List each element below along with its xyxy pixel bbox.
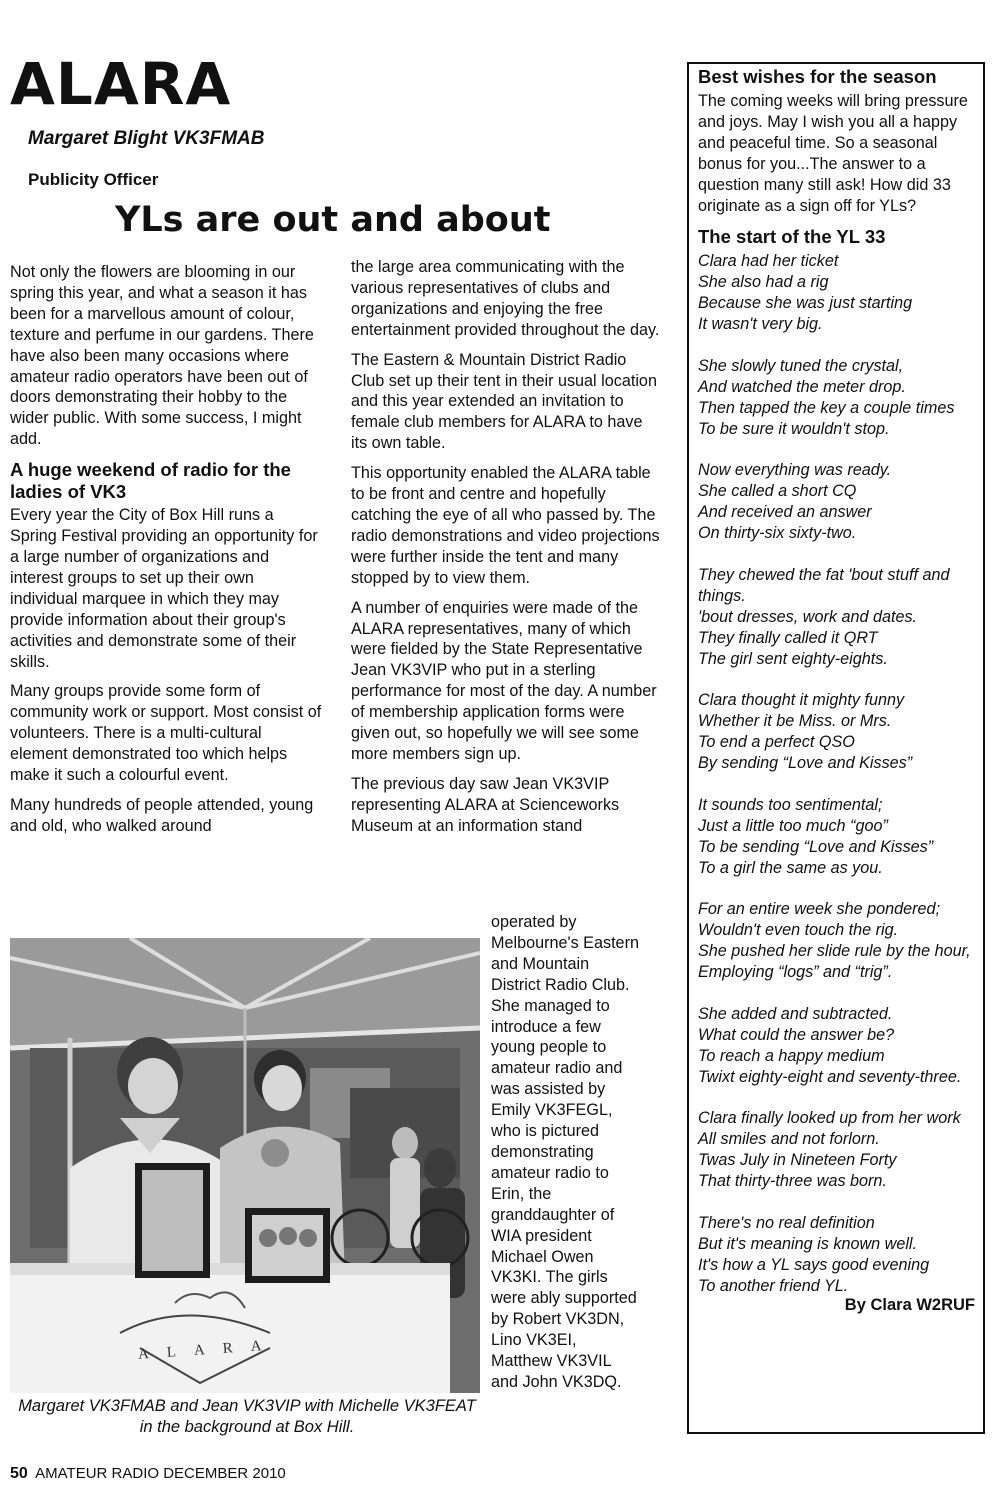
poem-line: What could the answer be? xyxy=(698,1025,895,1044)
poem-line: She also had a rig xyxy=(698,273,829,292)
paragraph: A number of enquiries were made of the ALARA representatives, many of which were fielded by the State Representative Jean VK3VIP who put in a sterling performance for most of the day. A number of membership application forms were given out, so hopefully we will see some more members sign up. xyxy=(351,598,657,763)
section-title: ALARA xyxy=(10,50,232,118)
poem-title: The start of the YL 33 xyxy=(698,226,886,248)
page-number: 50 xyxy=(10,1465,28,1482)
article-subheading: A huge weekend of radio for the ladies of VK3 xyxy=(10,459,291,503)
poem-line: To reach a happy medium xyxy=(698,1046,885,1065)
poem-line: Then tapped the key a couple times xyxy=(698,398,955,417)
poem-line: All smiles and not forlorn. xyxy=(698,1130,880,1149)
poem-line: Clara thought it mighty funny xyxy=(698,691,905,710)
poem-line: Just a little too much “goo” xyxy=(698,816,888,835)
article-column-2 xyxy=(351,257,663,837)
poem-stanza xyxy=(698,690,975,774)
poem-stanza xyxy=(698,251,975,335)
poem-signature: By Clara W2RUF xyxy=(844,1295,975,1314)
poem-stanza xyxy=(698,1004,975,1088)
photo-illustration xyxy=(10,938,480,1393)
sidebar-intro: The coming weeks will bring pressure and joys. May I wish you all a happy and peaceful time. So a seasonal bonus for you...The answer to a question many still ask! How did 33 originate as a sign off for YLs? xyxy=(698,92,968,215)
sidebar-heading: Best wishes for the season xyxy=(698,66,937,87)
paragraph-continued: operated by Melbourne's Eastern and Mountain District Radio Club. She managed to introduce a few young people to amateur radio and was assisted by Emily VK3FEGL, who is pictured demonstrating amateur radio to Erin, the granddaughter of WIA president Michael Owen VK3KI. The girls were ably supported by Robert VK3DN, Lino VK3EI, Matthew VK3VIL and John VK3DQ. xyxy=(491,913,639,1391)
poem-line: And received an answer xyxy=(698,503,872,522)
poem-stanza xyxy=(698,899,975,983)
article-column-1 xyxy=(10,262,322,846)
poem xyxy=(698,251,975,1296)
poem-line: On thirty-six sixty-two. xyxy=(698,524,857,543)
poem-line: She pushed her slide rule by the hour, xyxy=(698,942,971,961)
paragraph: Many groups provide some form of community work or support. Most consist of volunteers. There is a multi-cultural element demonstrated too which helps make it such a colourful event. xyxy=(10,682,322,785)
poem-line: Now everything was ready. xyxy=(698,461,892,480)
poem-line: Twixt eighty-eight and seventy-three. xyxy=(698,1067,962,1086)
paragraph: The Eastern & Mountain District Radio Club set up their tent in their usual location and this year extended an invitation to female club members for ALARA to have its own table. xyxy=(351,350,657,453)
poem-line: They chewed the fat 'bout stuff and things. xyxy=(698,565,950,605)
poem-line: It's how a YL says good evening xyxy=(698,1255,930,1274)
poem-line: She added and subtracted. xyxy=(698,1004,893,1023)
poem-stanza xyxy=(698,1213,975,1297)
sidebar-box xyxy=(687,62,985,1434)
photo-caption: Margaret VK3FMAB and Jean VK3VIP with Michelle VK3FEAT in the background at Box Hill. xyxy=(18,1397,476,1436)
poem-line: To a girl the same as you. xyxy=(698,858,883,877)
poem-stanza xyxy=(698,356,975,440)
page-footer xyxy=(10,1465,286,1483)
poem-line: To be sure it wouldn't stop. xyxy=(698,419,890,438)
poem-line: And watched the meter drop. xyxy=(698,377,906,396)
poem-line: She slowly tuned the crystal, xyxy=(698,356,904,375)
poem-line: It sounds too sentimental; xyxy=(698,795,883,814)
poem-line: Clara had her ticket xyxy=(698,252,839,271)
article-column-3 xyxy=(491,912,641,1393)
poem-stanza xyxy=(698,795,975,879)
poem-line: To be sending “Love and Kisses” xyxy=(698,837,934,856)
poem-line: That thirty-three was born. xyxy=(698,1172,887,1191)
poem-line: Whether it be Miss. or Mrs. xyxy=(698,712,892,731)
poem-stanza xyxy=(698,460,975,544)
paragraph: Many hundreds of people attended, young and old, who walked around xyxy=(10,795,314,835)
poem-line: By sending “Love and Kisses” xyxy=(698,754,913,773)
paragraph: the large area communicating with the various representatives of clubs and organizations and enjoying the free entertainment provided throughout the day. xyxy=(351,258,660,339)
poem-line: Twas July in Nineteen Forty xyxy=(698,1151,897,1170)
poem-line: To end a perfect QSO xyxy=(698,733,855,752)
paragraph: The previous day saw Jean VK3VIP representing ALARA at Scienceworks Museum at an information stand xyxy=(351,774,620,835)
poem-stanza xyxy=(698,1108,975,1192)
poem-line: 'bout dresses, work and dates. xyxy=(698,607,918,626)
poem-line: The girl sent eighty-eights. xyxy=(698,649,888,668)
article-headline: YLs are out and about xyxy=(115,200,551,240)
poem-line: But it's meaning is known well. xyxy=(698,1234,918,1253)
alara-banner-text: ALARA xyxy=(137,1337,281,1363)
poem-line: She called a short CQ xyxy=(698,482,857,501)
author-byline: Margaret Blight VK3FMAB xyxy=(28,128,265,149)
poem-line: They finally called it QRT xyxy=(698,628,878,647)
poem-line: Employing “logs” and “trig”. xyxy=(698,963,893,982)
poem-line: For an entire week she pondered; xyxy=(698,900,941,919)
poem-line: Wouldn't even touch the rig. xyxy=(698,921,899,940)
publication-name: AMATEUR RADIO DECEMBER 2010 xyxy=(35,1465,286,1482)
poem-line: Clara finally looked up from her work xyxy=(698,1109,961,1128)
intro-paragraph: Not only the flowers are blooming in our spring this year, and what a season it has been for a marvellous amount of colour, texture and perfume in our gardens. There have also been many occasions where amateur radio operators have been out of doors demonstrating their hobby to the wider public. With some success, I might add. xyxy=(10,263,314,449)
paragraph: This opportunity enabled the ALARA table to be front and centre and hopefully catching the eye of all who passed by. The radio demonstrations and video projections were further inside the tent and many stopped by to view them. xyxy=(351,464,660,587)
poem-line: To another friend YL. xyxy=(698,1276,849,1295)
poem-line: Because she was just starting xyxy=(698,294,913,313)
paragraph: Every year the City of Box Hill runs a Spring Festival providing an opportunity for a large number of organizations and interest groups to set up their own individual marquee in which they may provide information about their group's activities and demonstrate some of their skills. xyxy=(10,506,318,671)
poem-line: There's no real definition xyxy=(698,1213,875,1232)
event-photo xyxy=(10,938,480,1393)
author-role: Publicity Officer xyxy=(28,170,159,189)
poem-line: It wasn't very big. xyxy=(698,315,823,334)
poem-stanza xyxy=(698,565,975,670)
